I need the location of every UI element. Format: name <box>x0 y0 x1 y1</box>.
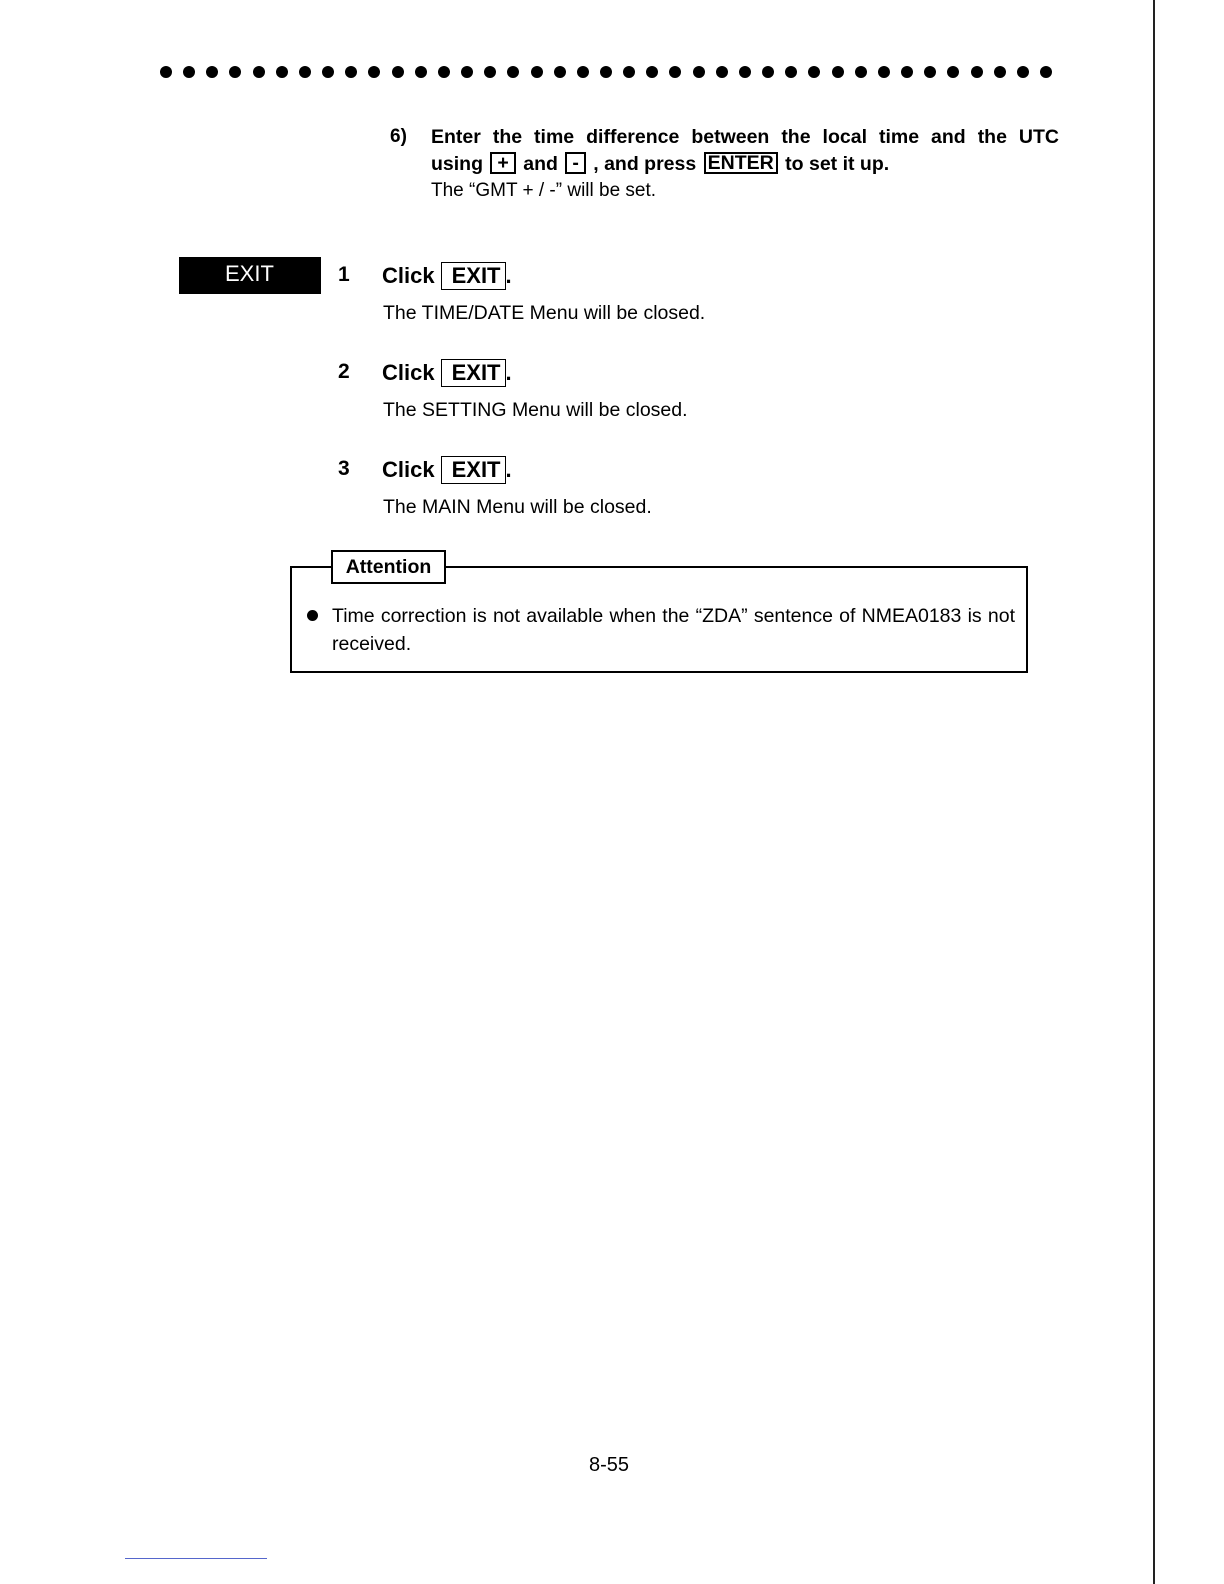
divider-dot <box>484 66 496 78</box>
page-number: 8-55 <box>589 1454 630 1476</box>
minus-key: - <box>565 152 586 174</box>
set-up-text: to set it up. <box>785 153 890 175</box>
dot-divider <box>160 66 1050 84</box>
divider-dot <box>924 66 936 78</box>
period: . <box>505 457 512 482</box>
divider-dot <box>299 66 311 78</box>
divider-dot <box>646 66 658 78</box>
divider-dot <box>160 66 172 78</box>
divider-dot <box>762 66 774 78</box>
divider-dot <box>554 66 566 78</box>
divider-dot <box>322 66 334 78</box>
exit-key: EXIT <box>441 456 506 484</box>
divider-dot <box>901 66 913 78</box>
step-6-result: The “GMT + / -” will be set. <box>431 180 657 201</box>
bullet-icon <box>307 610 318 621</box>
divider-dot <box>600 66 612 78</box>
step-number: 1 <box>338 263 350 286</box>
footer-rule <box>125 1558 267 1559</box>
divider-dot <box>253 66 265 78</box>
click-instruction <box>382 259 512 293</box>
page-edge-rule <box>1153 0 1155 1584</box>
exit-section-label: EXIT <box>179 257 321 294</box>
divider-dot <box>878 66 890 78</box>
step-number: 3 <box>338 457 350 480</box>
divider-dot <box>415 66 427 78</box>
attention-text: Time correction is not available when the “ZDA” sentence of NMEA0183 is not received. <box>332 605 1015 655</box>
divider-dot <box>1040 66 1052 78</box>
divider-dot <box>392 66 404 78</box>
attention-title: Attention <box>331 550 446 584</box>
click-text: Click <box>382 263 435 288</box>
divider-dot <box>206 66 218 78</box>
step-description: The TIME/DATE Menu will be closed. <box>383 302 706 324</box>
divider-dot <box>368 66 380 78</box>
exit-key: EXIT <box>441 262 506 290</box>
divider-dot <box>623 66 635 78</box>
divider-dot <box>739 66 751 78</box>
press-text: , and press <box>593 153 697 175</box>
step-number: 2 <box>338 360 350 383</box>
divider-dot <box>577 66 589 78</box>
divider-dot <box>994 66 1006 78</box>
period: . <box>505 360 512 385</box>
divider-dot <box>947 66 959 78</box>
using-text: using <box>431 153 483 175</box>
divider-dot <box>345 66 357 78</box>
step-6-line2 <box>431 150 1059 178</box>
step-description: The MAIN Menu will be closed. <box>383 496 652 518</box>
divider-dot <box>855 66 867 78</box>
divider-dot <box>1017 66 1029 78</box>
enter-key: ENTER <box>704 152 778 174</box>
divider-dot <box>183 66 195 78</box>
step-description: The SETTING Menu will be closed. <box>383 399 688 421</box>
divider-dot <box>693 66 705 78</box>
step-6-number: 6) <box>390 126 407 147</box>
plus-key: + <box>490 152 515 174</box>
click-instruction <box>382 356 512 390</box>
period: . <box>505 263 512 288</box>
click-text: Click <box>382 457 435 482</box>
divider-dot <box>785 66 797 78</box>
click-instruction <box>382 453 512 487</box>
step-6-text <box>431 124 1059 204</box>
divider-dot <box>438 66 450 78</box>
click-text: Click <box>382 360 435 385</box>
divider-dot <box>716 66 728 78</box>
divider-dot <box>461 66 473 78</box>
divider-dot <box>276 66 288 78</box>
divider-dot <box>507 66 519 78</box>
and-text: and <box>523 153 558 175</box>
divider-dot <box>808 66 820 78</box>
divider-dot <box>229 66 241 78</box>
exit-key: EXIT <box>441 359 506 387</box>
divider-dot <box>531 66 543 78</box>
step-6-line1: Enter the time difference between the local time and the UTC <box>431 126 1059 148</box>
divider-dot <box>832 66 844 78</box>
divider-dot <box>669 66 681 78</box>
divider-dot <box>971 66 983 78</box>
